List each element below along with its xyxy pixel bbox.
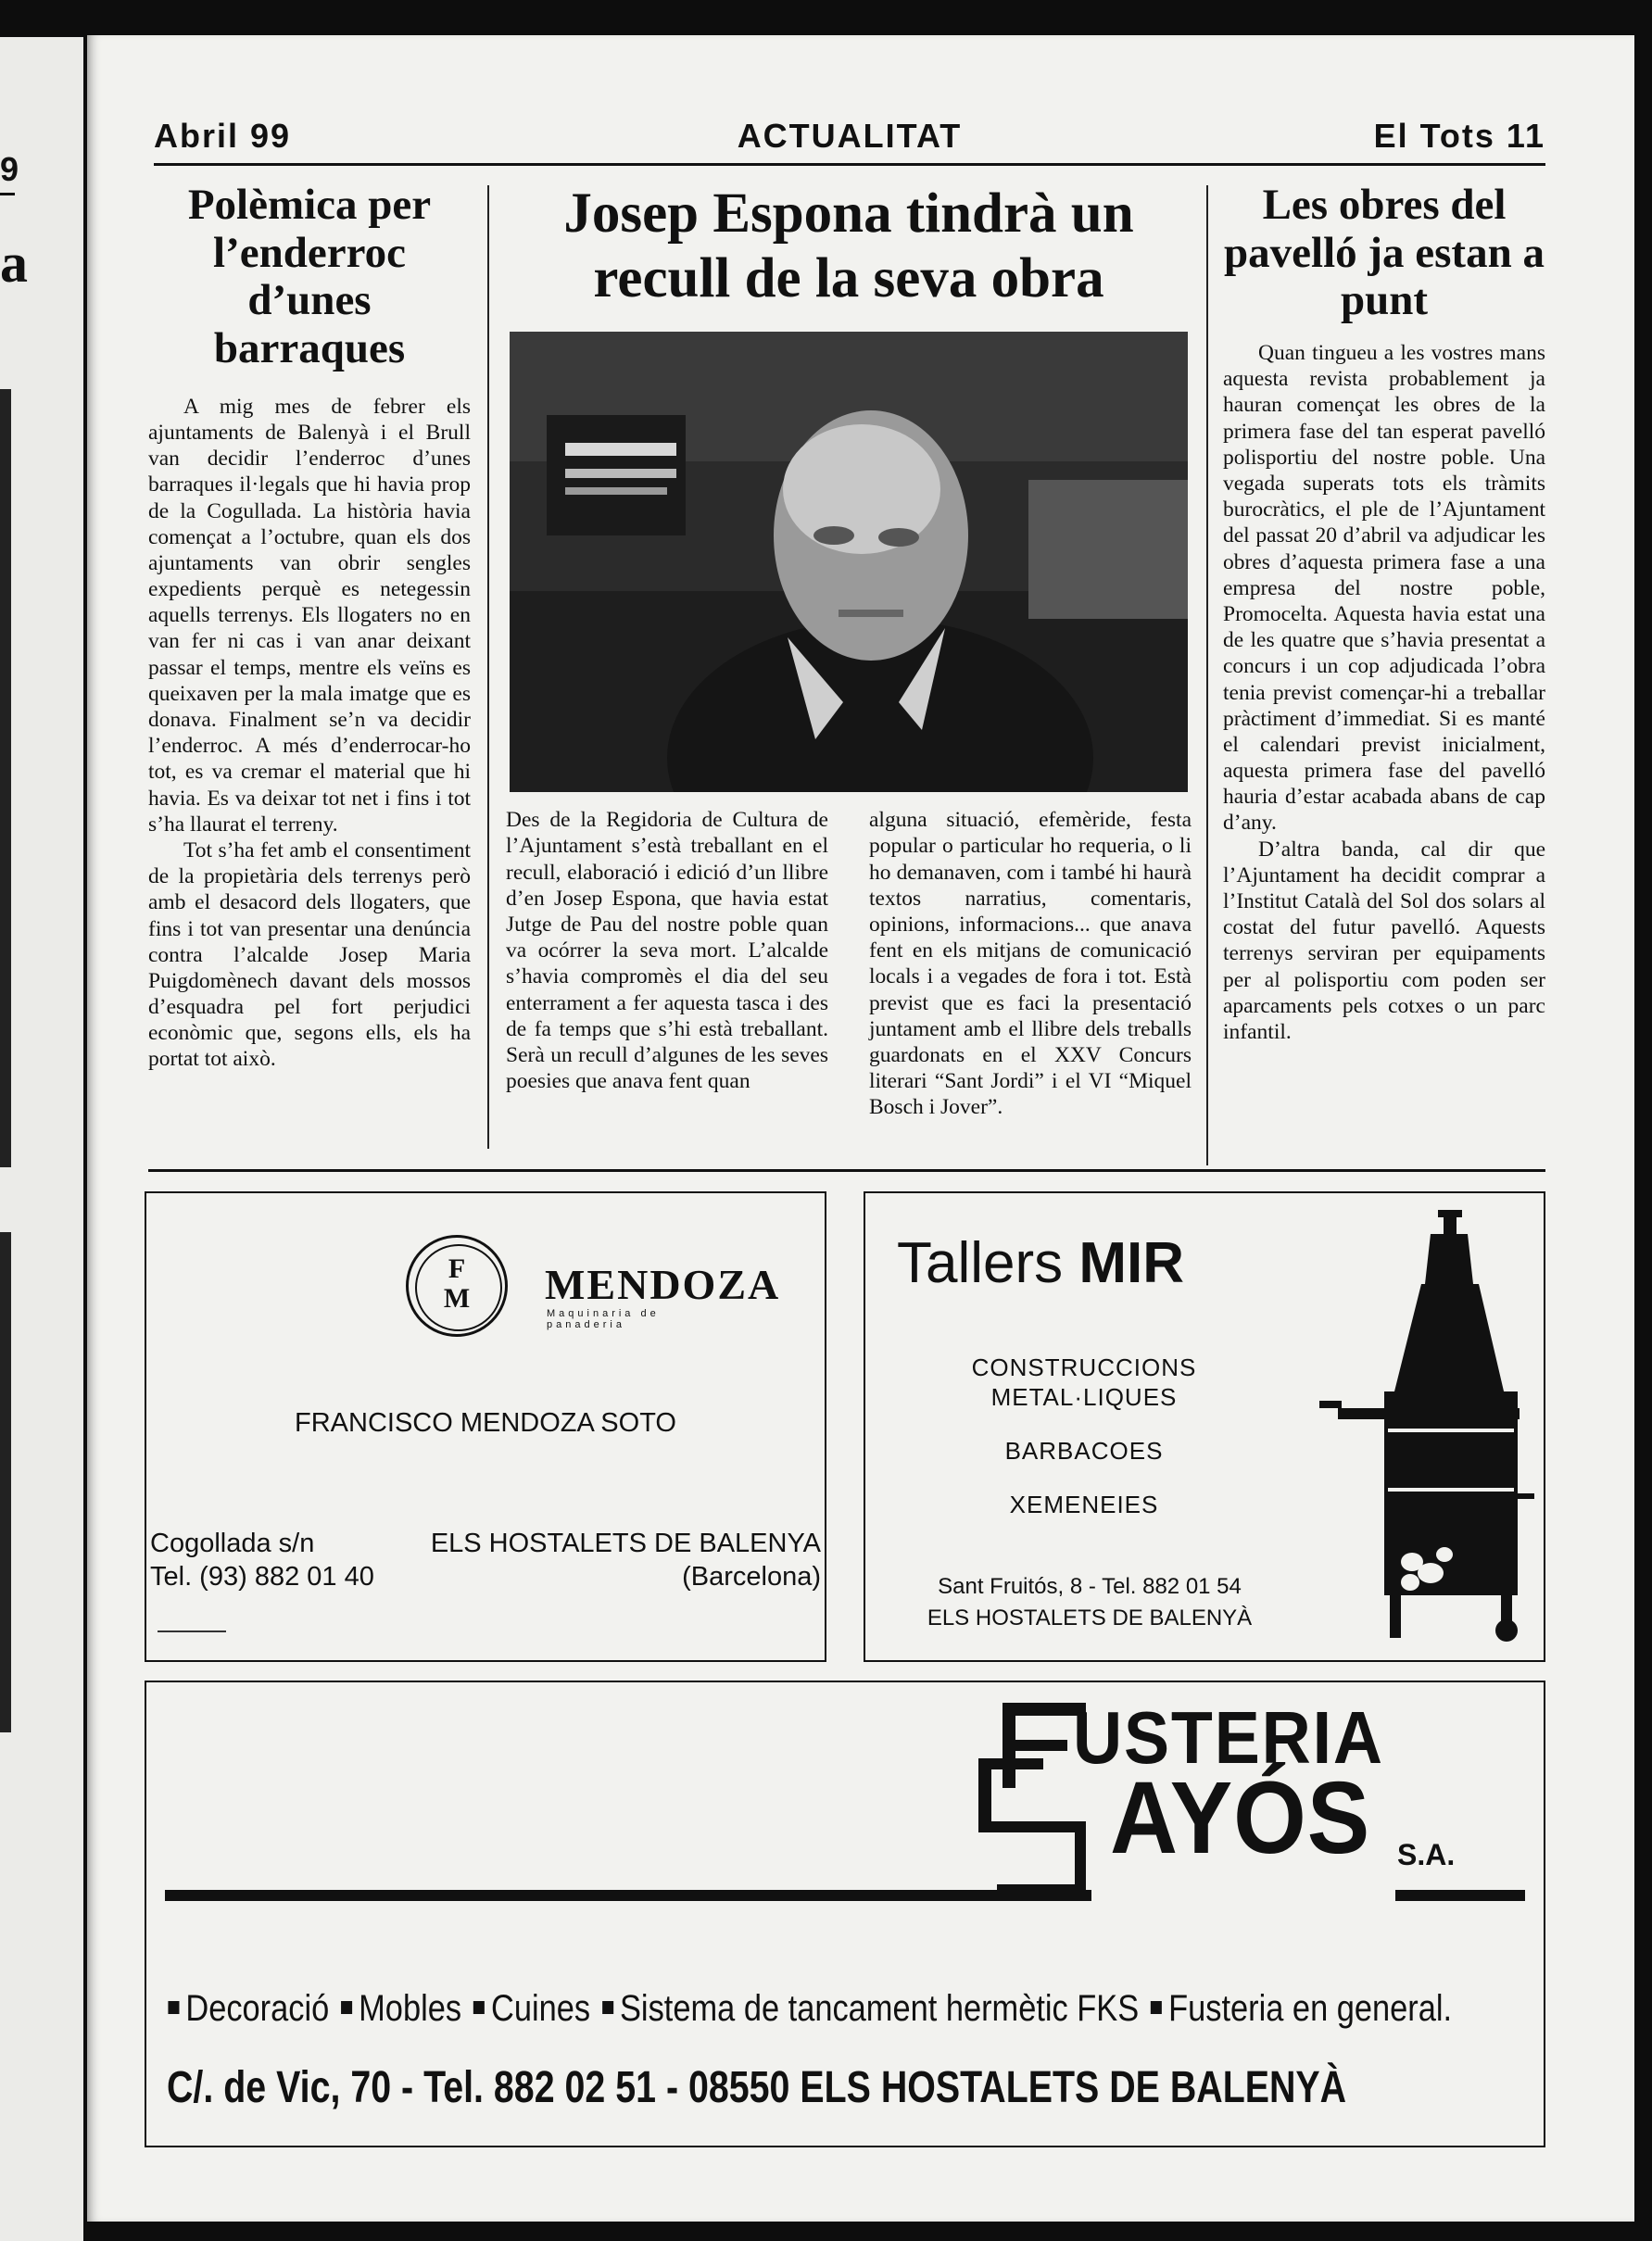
address-line: C/. de Vic, 70 - Tel. 882 02 51 - 08550 ELS HOSTALETS DE BALENYÀ [167, 2063, 1347, 2112]
services-list [917, 1353, 1251, 1543]
service-item: Decoració [185, 1988, 330, 2029]
ad-fusteria-sayos [145, 1681, 1545, 2147]
article-pavello [1223, 182, 1545, 1045]
ad-tallers-mir [864, 1191, 1545, 1662]
previous-page-photo-edge [0, 389, 11, 1167]
owner-name: FRANCISCO MENDOZA SOTO [295, 1408, 676, 1438]
article-body [1223, 340, 1545, 1045]
paragraph: Quan tingueu a les vostres mans aquesta revista probablement ja hauran començat les obres de la primera fase del tan esperat pavelló polisportiu del nostre poble. Una vegada superats tots els tràmits burocràtics, el ple de l’Ajuntament del passat 20 d’abril va adjudicar les obres d’aquesta primera fase a una empresa del nostre poble, Promocelta. Aquesta havia estat una de les quatre que s’havia presentat a concurs i un cop adjudicada l’obra tenia previst començar-hi a treballar pràctiment d’immediat. Si es manté el calendari previst inicialment, aquesta primera fase del pavelló hauria d’estar acabada abans de cap d’any. [1223, 341, 1545, 836]
service-item: Mobles [359, 1988, 462, 2029]
company-subtitle: Maquinaria de panaderia [547, 1308, 660, 1330]
phone: Tel. (93) 882 01 40 [150, 1562, 374, 1592]
paragraph: A mig mes de febrer els ajuntaments de Balenyà i el Brull van decidir l’enderroc d’unes barraques il·legals que hi havia prop de la Cogullada. La història havia començat a l’octubre, quan els dos ajuntaments van obrir sengles expedients perquè es netegessin aquells terrenys. Els llogaters no en van fer ni cas i van anar deixant passar el temps, mentre els veïns es queixaven per la mala imatge que es donava. Finalment se’n va decidir l’enderroc. A més d’enderrocar-ho tot, es va cremar el material que hi havia. Es va deixar tot net i fins i tot s’ha llaurat el terreny. [148, 394, 471, 837]
portrait-photo-graphic [510, 332, 1188, 792]
address: Sant Fruitós, 8 - Tel. 882 01 54 [938, 1574, 1242, 1599]
bullet-square-icon [341, 2001, 352, 2014]
decorative-line [158, 1630, 226, 1632]
text-column-2: alguna situació, efemèride, festa popular o particular ho requeria, o li ho demanaven, com i també hi haurà textos narratius, comentaris, opinions, informacions... que anava fent en els mitjans de comunicació locals i a vegades de fora i tot. Està previst que es faci la presentació juntament amb el llibre dels treballs guardonats en el XXV Concurs literari “Sant Jordi” i el VI “Miquel Bosch i Jover”. [869, 808, 1192, 1120]
ads-separator-rule [148, 1169, 1545, 1172]
previous-page-strip [0, 37, 83, 2241]
bullet-square-icon [473, 2001, 485, 2014]
article-title: Josep Espona tindrà un recull de la seva obra [563, 183, 1134, 310]
article-title: Polèmica per l’enderroc d’unes barraques [187, 181, 432, 373]
logo-letter-m: M [443, 1283, 471, 1314]
page-header [154, 117, 1545, 191]
company-name-bold: MIR [1078, 1231, 1185, 1295]
logo-bar [165, 1890, 1091, 1901]
paragraph: D’altra banda, cal dir que l’Ajuntament ha decidit comprar a l’Institut Català del Sol dos solars al costat del futur pavelló. Aquests terrenys serviran per equipaments per al polisportiu com poden ser aparcaments pels cotxes o un parc infantil. [1223, 837, 1545, 1044]
magazine-page [87, 35, 1634, 2222]
bullet-square-icon [1151, 2001, 1162, 2014]
previous-page-headline: a [0, 233, 28, 294]
service-item: XEMENEIES [1009, 1491, 1159, 1518]
article-espona [506, 182, 1192, 1121]
logo-bar [1395, 1890, 1525, 1901]
article-body [506, 807, 1192, 1120]
bullet-square-icon [168, 2001, 179, 2014]
barbecue-grill-icon [1282, 1210, 1542, 1645]
header-rule [154, 163, 1545, 166]
company-name: MENDOZA [545, 1261, 781, 1308]
previous-page-rule [0, 193, 15, 195]
logo-word-usteria: USTERIA [1073, 1696, 1384, 1779]
company-name [897, 1230, 1184, 1296]
logo-letter-f: F [448, 1253, 466, 1284]
town: ELS HOSTALETS DE BALENYA [430, 1529, 821, 1558]
fm-logo-icon [406, 1235, 508, 1337]
bullet-square-icon [602, 2001, 613, 2014]
ad-mendoza [145, 1191, 826, 1662]
service-item: Fusteria en general. [1168, 1988, 1453, 2029]
article-barraques [148, 182, 471, 1073]
service-item: Cuines [490, 1988, 591, 2029]
portrait-photo [510, 332, 1188, 792]
text-column-1: Des de la Regidoria de Cultura de l’Ajuntament s’està treballant en el recull, elaboració i edició d’un llibre d’en Josep Espona, que havia estat Jutge de Pau del nostre poble quan va ocórrer la seva mort. L’alcalde s’havia compromès el dia del seu enterrament a fer aquesta tasca i des de fa temps que s’hi està treballant. Serà un recull d’algunes de les seves poesies que anava fent quan [506, 808, 828, 1094]
province: (Barcelona) [682, 1562, 821, 1592]
company-name-light: Tallers [897, 1231, 1079, 1295]
logo-suffix: S.A. [1397, 1838, 1456, 1871]
address: Cogollada s/n [150, 1529, 315, 1558]
header-date: Abril 99 [154, 117, 292, 155]
header-page-number: El Tots 11 [1373, 117, 1545, 155]
paragraph: Tot s’ha fet amb el consentiment de la propietària dels terrenys però amb el desacord dels llogaters, que fins i tot van presentar una denúncia contra l’alcalde Josep Maria Puigdomènech davant dels mossos d’esquadra pel fort perjudici econòmic que, segons ells, els ha portat tot això. [148, 837, 471, 1072]
service-item: Sistema de tancament hermètic FKS [619, 1988, 1140, 2029]
service-item: CONSTRUCCIONS METAL·LIQUES [971, 1353, 1197, 1411]
services-line [165, 1988, 1453, 2030]
article-title: Les obres del pavelló ja estan a punt [1224, 181, 1545, 325]
header-section: ACTUALITAT [737, 117, 963, 155]
previous-page-photo-edge-2 [0, 1232, 11, 1732]
town: ELS HOSTALETS DE BALENYÀ [927, 1605, 1253, 1630]
previous-page-number: 9 [0, 150, 19, 188]
column-divider [487, 185, 489, 1149]
column-divider [1206, 185, 1208, 1165]
service-item: BARBACOES [1004, 1437, 1164, 1465]
article-body [148, 394, 471, 1073]
logo-word-ayos: AYÓS [1110, 1761, 1371, 1875]
